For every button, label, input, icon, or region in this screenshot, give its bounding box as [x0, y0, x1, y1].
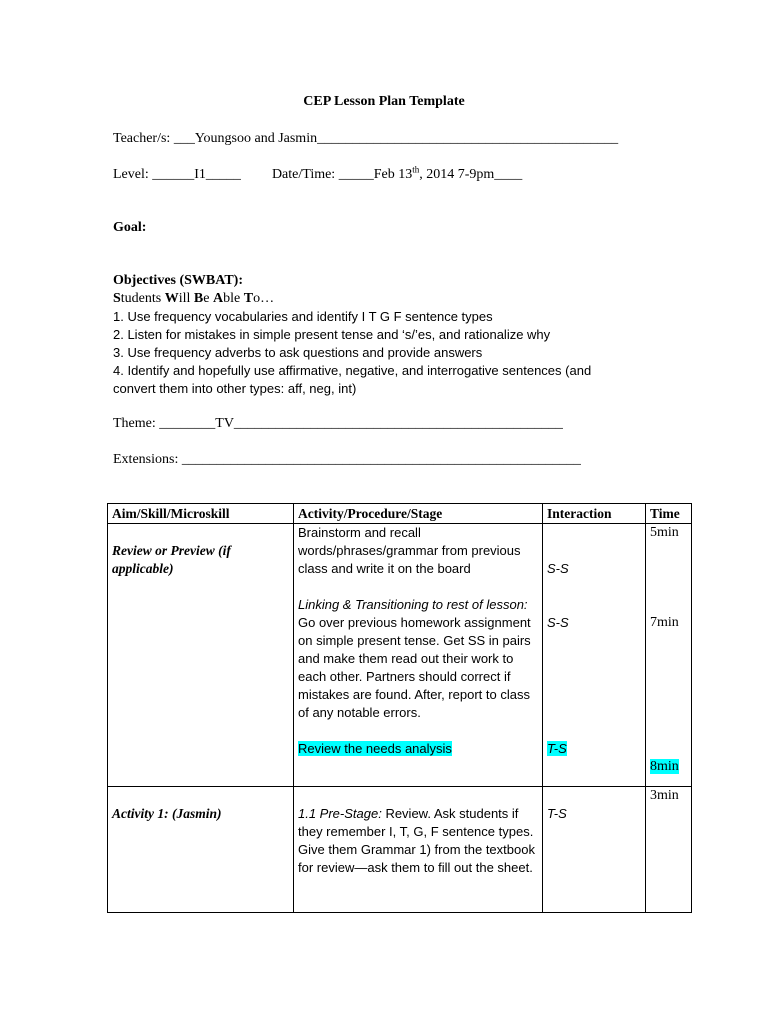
header-aim: Aim/Skill/Microskill — [108, 504, 294, 524]
interaction-cell — [543, 524, 646, 787]
objective-item: 4. Identify and hopefully use affirmative, negative, and interrogative sentences (and — [113, 363, 592, 378]
swbat-letter-w: W — [164, 291, 179, 306]
level-date-line — [113, 166, 522, 183]
level-label: Level: — [113, 167, 153, 182]
time-cell — [646, 787, 692, 913]
activity-cell — [294, 787, 543, 913]
highlighted-text: T-S — [547, 741, 567, 756]
aim-cell — [108, 787, 294, 913]
activity-line: Brainstorm and recall — [298, 525, 421, 540]
interaction-value: S-S — [547, 561, 569, 576]
teacher-label: Teacher/s: — [113, 131, 174, 146]
objective-item: 3. Use frequency adverbs to ask questions and provide answers — [113, 345, 483, 360]
datetime-label: Date/Time: — [271, 167, 339, 182]
swbat-letter-s: S — [113, 291, 121, 306]
activity-line: class and write it on the board — [298, 561, 471, 576]
swbat-part: o… — [253, 291, 275, 306]
header-activity: Activity/Procedure/Stage — [294, 504, 543, 524]
extensions-line — [113, 451, 581, 468]
activity-line: words/phrases/grammar from previous — [298, 543, 521, 558]
time-value-highlighted — [650, 758, 687, 776]
level-value: ______I1_____ — [152, 167, 241, 182]
extensions-label: Extensions: — [113, 452, 182, 467]
header-time: Time — [646, 504, 692, 524]
aim-cell — [108, 524, 294, 787]
table-row — [108, 787, 692, 913]
objectives-label: Objectives (SWBAT): — [113, 273, 243, 288]
activity-italic-lead: 1.1 Pre-Stage: — [298, 806, 382, 821]
header-interaction: Interaction — [543, 504, 646, 524]
swbat-letter-a: A — [212, 291, 224, 306]
datetime-sup: th — [412, 164, 420, 175]
datetime-value-pre: _____Feb 13 — [338, 167, 413, 182]
swbat-part: e — [203, 291, 213, 306]
teacher-value: ___Youngsoo and Jasmin___________________________________________ — [173, 131, 619, 146]
activity-highlight-line — [298, 740, 538, 758]
activity-paragraph — [298, 805, 538, 877]
aim-activity-1: Activity 1: (Jasmin) — [112, 806, 222, 821]
objective-item: 1. Use frequency vocabularies and identify I T G F sentence types — [113, 309, 493, 324]
objective-item: 2. Listen for mistakes in simple present tense and ‘s/’es, and rationalize why — [113, 327, 551, 342]
extensions-value: _________________________________________________________ — [181, 452, 581, 467]
interaction-value: T-S — [547, 806, 567, 821]
theme-label: Theme: — [113, 416, 160, 431]
activity-paragraph — [298, 596, 538, 722]
time-value: 5min — [650, 525, 679, 540]
interaction-cell — [543, 787, 646, 913]
time-value: 3min — [650, 788, 679, 803]
swbat-part: ill — [178, 291, 194, 306]
swbat-part: ble — [223, 291, 244, 306]
highlighted-text: 8min — [650, 759, 679, 774]
interaction-value: S-S — [547, 615, 569, 630]
activity-italic-lead: Linking & Transitioning to rest of lesson: — [298, 597, 528, 612]
aim-review-preview: Review or Preview (if applicable) — [112, 543, 231, 576]
swbat-part: tudents — [120, 291, 165, 306]
time-value: 7min — [650, 615, 679, 630]
table-row — [108, 524, 692, 787]
objective-item: convert them into other types: aff, neg, int) — [113, 381, 357, 396]
activity-cell — [294, 524, 543, 787]
theme-value: ________TV_______________________________________________ — [159, 416, 563, 431]
goal-label: Goal: — [113, 220, 147, 235]
page-title: CEP Lesson Plan Template — [303, 94, 465, 109]
activity-text: Review. Ask students if they remember I, T, G, F sentence types. Give them Grammar 1) from the textbook for review—ask them to fill out the sheet. — [298, 806, 535, 875]
interaction-value-highlighted — [547, 740, 641, 758]
theme-line — [113, 415, 563, 432]
table-header-row — [108, 504, 692, 524]
swbat-letter-t: T — [243, 291, 254, 306]
activity-text: Go over previous homework assignment on simple present tense. Get SS in pairs and make them read out their work to each other. Partners should correct if mistakes are found. After, report to class of any notable errors. — [298, 615, 531, 720]
swbat-expansion — [113, 290, 274, 307]
datetime-value-post: , 2014 7-9pm____ — [419, 167, 523, 182]
lesson-plan-table — [107, 503, 692, 913]
swbat-letter-b: B — [193, 291, 204, 306]
time-cell — [646, 524, 692, 787]
teacher-line — [113, 130, 618, 147]
highlighted-text: Review the needs analysis — [298, 741, 452, 756]
